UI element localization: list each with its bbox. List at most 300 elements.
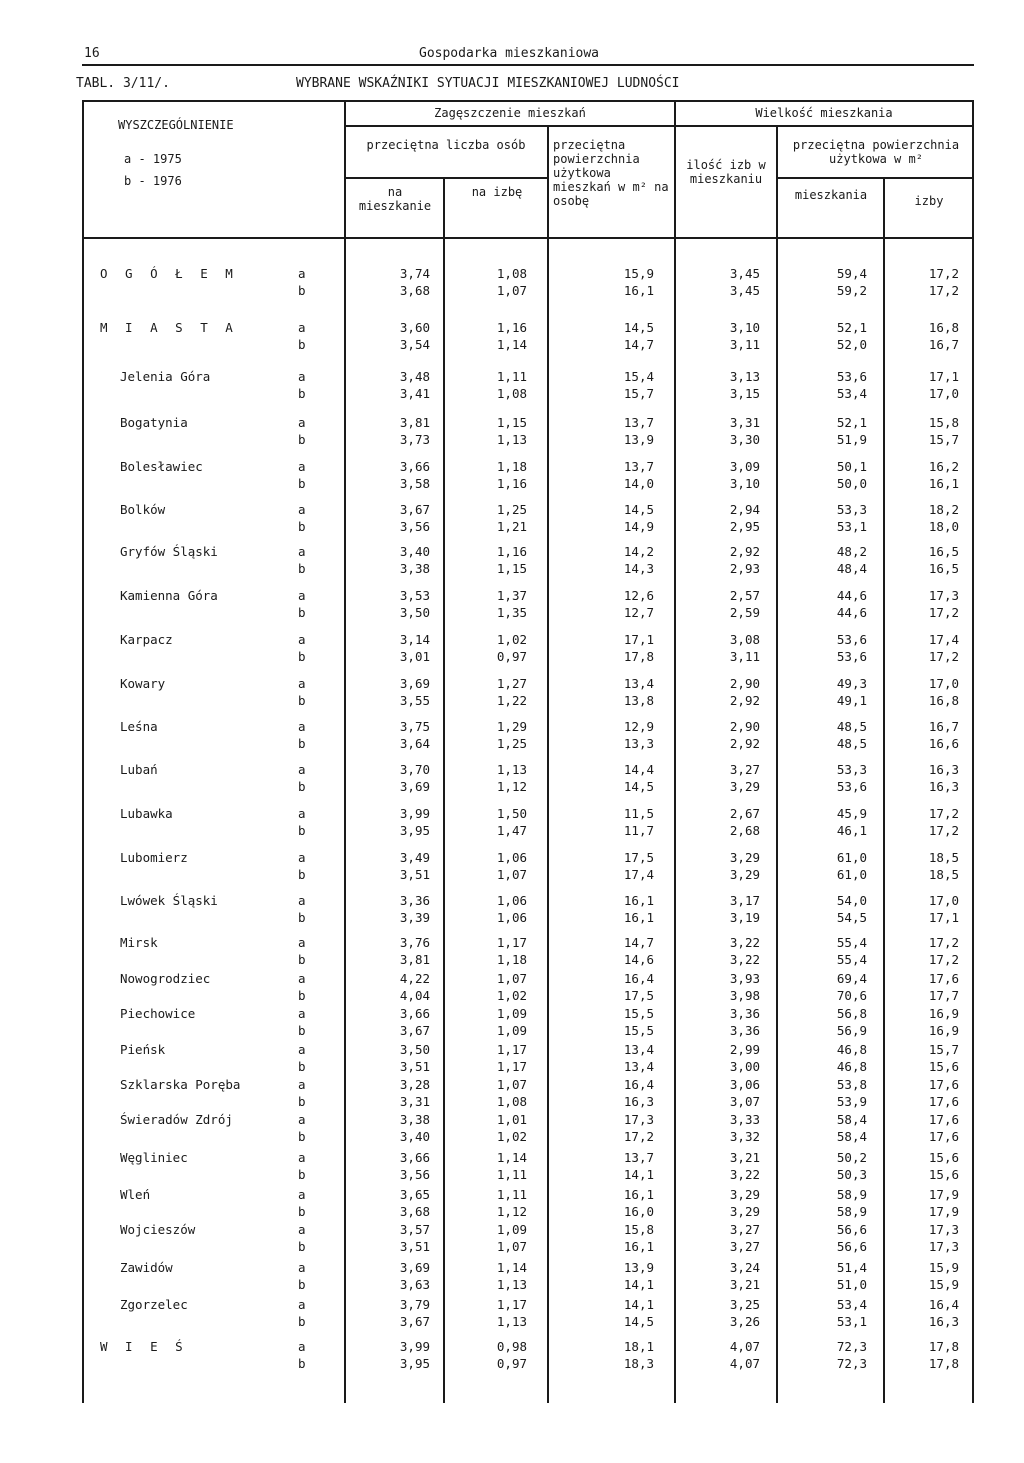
table-cell: 3,39 <box>399 910 430 925</box>
table-cell: 16,0 <box>623 1204 654 1219</box>
table-cell: 16,3 <box>928 779 959 794</box>
legend-b: b - 1976 <box>124 174 182 188</box>
table-cell: 17,3 <box>623 1112 654 1127</box>
table-cell: 16,3 <box>928 1314 959 1329</box>
table-cell: 1,25 <box>496 502 527 517</box>
row-label: Wojcieszów <box>120 1222 196 1237</box>
table-cell: 1,47 <box>496 823 527 838</box>
year-marker-a: a <box>298 1042 306 1057</box>
table-cell: 1,07 <box>496 1077 527 1092</box>
table-cell: 14,1 <box>623 1277 654 1292</box>
table-cell: 3,51 <box>399 1059 430 1074</box>
table-cell: 16,1 <box>623 893 654 908</box>
table-cell: 2,99 <box>729 1042 760 1057</box>
row-label: Karpacz <box>120 632 173 647</box>
table-cell: 3,79 <box>399 1297 430 1312</box>
table-cell: 3,29 <box>729 867 760 882</box>
table-cell: 3,31 <box>729 415 760 430</box>
stub-title: WYSZCZEGÓLNIENIE <box>118 118 234 132</box>
table-cell: 1,02 <box>496 988 527 1003</box>
table-cell: 3,06 <box>729 1077 760 1092</box>
table-cell: 15,4 <box>623 369 654 384</box>
rooms-header: ilość izb w mieszkaniu <box>686 158 766 186</box>
table-cell: 3,69 <box>399 1260 430 1275</box>
table-cell: 16,8 <box>928 320 959 335</box>
table-cell: 3,95 <box>399 823 430 838</box>
year-marker-a: a <box>298 935 306 950</box>
table-cell: 16,9 <box>928 1023 959 1038</box>
year-marker-a: a <box>298 971 306 986</box>
table-cell: 17,2 <box>928 605 959 620</box>
table-cell: 3,51 <box>399 867 430 882</box>
running-title: Gospodarka mieszkaniowa <box>419 46 600 61</box>
table-cell: 58,9 <box>836 1204 867 1219</box>
table-cell: 3,40 <box>399 1129 430 1144</box>
table-cell: 1,29 <box>496 719 527 734</box>
table-cell: 3,73 <box>399 432 430 447</box>
col-divider-6 <box>883 177 885 1403</box>
table-cell: 3,70 <box>399 762 430 777</box>
table-cell: 59,2 <box>836 283 867 298</box>
table-cell: 52,1 <box>836 320 867 335</box>
year-marker-a: a <box>298 676 306 691</box>
table-cell: 1,08 <box>496 1094 527 1109</box>
table-cell: 46,8 <box>836 1059 867 1074</box>
table-cell: 3,63 <box>399 1277 430 1292</box>
year-marker-a: a <box>298 1297 306 1312</box>
table-cell: 14,4 <box>623 762 654 777</box>
table-cell: 69,4 <box>836 971 867 986</box>
table-cell: 16,7 <box>928 337 959 352</box>
table-cell: 18,1 <box>623 1339 654 1354</box>
table-cell: 2,67 <box>729 806 760 821</box>
table-cell: 3,38 <box>399 561 430 576</box>
table-cell: 53,3 <box>836 502 867 517</box>
year-marker-a: a <box>298 719 306 734</box>
year-marker-a: a <box>298 320 306 335</box>
row-label: Piechowice <box>120 1006 196 1021</box>
table-cell: 14,5 <box>623 320 654 335</box>
table-cell: 53,1 <box>836 519 867 534</box>
year-marker-a: a <box>298 806 306 821</box>
table-cell: 3,29 <box>729 850 760 865</box>
table-cell: 3,45 <box>729 283 760 298</box>
per-room-header: na izbę <box>471 185 523 199</box>
table-cell: 3,27 <box>729 1239 760 1254</box>
year-marker-a: a <box>298 588 306 603</box>
table-cell: 17,7 <box>928 988 959 1003</box>
year-marker-b: b <box>298 1167 306 1182</box>
table-cell: 3,99 <box>399 1339 430 1354</box>
legend-a: a - 1975 <box>124 152 182 166</box>
table-cell: 13,3 <box>623 736 654 751</box>
year-marker-b: b <box>298 693 306 708</box>
table-cell: 13,8 <box>623 693 654 708</box>
table-cell: 1,18 <box>496 952 527 967</box>
row-label: Lwówek Śląski <box>120 893 218 908</box>
table-cell: 1,11 <box>496 369 527 384</box>
table-cell: 1,21 <box>496 519 527 534</box>
table-number: TABL. 3/11/. <box>76 76 170 91</box>
table-cell: 3,67 <box>399 1314 430 1329</box>
table-cell: 3,76 <box>399 935 430 950</box>
area-room-header: izby <box>914 194 944 208</box>
group-rule <box>344 125 974 127</box>
table-cell: 17,8 <box>623 649 654 664</box>
table-cell: 15,5 <box>623 1006 654 1021</box>
table-cell: 3,57 <box>399 1222 430 1237</box>
table-cell: 1,27 <box>496 676 527 691</box>
year-marker-b: b <box>298 988 306 1003</box>
table-cell: 3,68 <box>399 1204 430 1219</box>
table-cell: 3,74 <box>399 266 430 281</box>
avg-area-header: przeciętna powierzchnia użytkowa w m² <box>792 138 960 166</box>
table-cell: 13,9 <box>623 432 654 447</box>
table-cell: 1,50 <box>496 806 527 821</box>
table-cell: 17,6 <box>928 971 959 986</box>
table-cell: 17,1 <box>928 369 959 384</box>
row-label: O G Ó Ł E M <box>100 266 238 281</box>
table-cell: 3,66 <box>399 1006 430 1021</box>
table-cell: 3,69 <box>399 779 430 794</box>
table-cell: 3,48 <box>399 369 430 384</box>
col-divider-5 <box>776 125 778 1403</box>
area-per-person-header: przeciętna powierzchnia użytkowa mieszkań w m² na osobę <box>553 138 669 208</box>
table-cell: 3,22 <box>729 935 760 950</box>
table-cell: 14,5 <box>623 779 654 794</box>
table-cell: 14,7 <box>623 337 654 352</box>
table-cell: 1,22 <box>496 693 527 708</box>
top-rule <box>82 64 974 66</box>
table-cell: 18,2 <box>928 502 959 517</box>
table-cell: 3,29 <box>729 1204 760 1219</box>
table-cell: 3,31 <box>399 1094 430 1109</box>
table-cell: 13,4 <box>623 676 654 691</box>
year-marker-a: a <box>298 1150 306 1165</box>
table-cell: 13,7 <box>623 459 654 474</box>
year-marker-b: b <box>298 386 306 401</box>
row-label: Wleń <box>120 1187 151 1202</box>
table-cell: 4,07 <box>729 1339 760 1354</box>
table-cell: 50,1 <box>836 459 867 474</box>
year-marker-a: a <box>298 266 306 281</box>
year-marker-b: b <box>298 519 306 534</box>
table-cell: 1,02 <box>496 632 527 647</box>
table-cell: 3,99 <box>399 806 430 821</box>
table-cell: 17,9 <box>928 1204 959 1219</box>
table-cell: 15,8 <box>623 1222 654 1237</box>
area-rule <box>776 177 974 179</box>
row-label: Gryfów Śląski <box>120 544 218 559</box>
year-marker-a: a <box>298 459 306 474</box>
table-cell: 3,60 <box>399 320 430 335</box>
table-cell: 17,2 <box>928 935 959 950</box>
table-cell: 3,41 <box>399 386 430 401</box>
row-label: Pieńsk <box>120 1042 166 1057</box>
table-cell: 50,3 <box>836 1167 867 1182</box>
table-cell: 3,27 <box>729 762 760 777</box>
table-cell: 17,0 <box>928 386 959 401</box>
year-marker-b: b <box>298 1239 306 1254</box>
table-cell: 3,29 <box>729 1187 760 1202</box>
table-cell: 16,4 <box>928 1297 959 1312</box>
table-cell: 3,66 <box>399 459 430 474</box>
table-cell: 16,1 <box>928 476 959 491</box>
table-cell: 3,14 <box>399 632 430 647</box>
row-label: Zgorzelec <box>120 1297 188 1312</box>
row-label: M I A S T A <box>100 320 238 335</box>
table-cell: 1,02 <box>496 1129 527 1144</box>
table-cell: 3,09 <box>729 459 760 474</box>
group-header-density: Zagęszczenie mieszkań <box>434 106 586 120</box>
table-cell: 3,69 <box>399 676 430 691</box>
table-cell: 56,9 <box>836 1023 867 1038</box>
table-cell: 11,7 <box>623 823 654 838</box>
table-cell: 48,5 <box>836 736 867 751</box>
table-cell: 50,2 <box>836 1150 867 1165</box>
table-cell: 56,8 <box>836 1006 867 1021</box>
frame-left <box>82 100 84 1403</box>
row-label: Bogatynia <box>120 415 188 430</box>
table-cell: 2,90 <box>729 676 760 691</box>
table-cell: 3,81 <box>399 415 430 430</box>
table-cell: 16,8 <box>928 693 959 708</box>
row-label: Szklarska Poręba <box>120 1077 241 1092</box>
table-cell: 3,15 <box>729 386 760 401</box>
year-marker-b: b <box>298 1094 306 1109</box>
year-marker-a: a <box>298 632 306 647</box>
frame-right <box>972 100 974 1403</box>
year-marker-b: b <box>298 736 306 751</box>
table-cell: 1,09 <box>496 1006 527 1021</box>
table-cell: 1,08 <box>496 266 527 281</box>
table-cell: 3,65 <box>399 1187 430 1202</box>
table-cell: 2,92 <box>729 693 760 708</box>
table-cell: 49,3 <box>836 676 867 691</box>
table-cell: 12,6 <box>623 588 654 603</box>
table-cell: 4,07 <box>729 1356 760 1371</box>
table-cell: 1,14 <box>496 337 527 352</box>
table-cell: 3,11 <box>729 337 760 352</box>
table-cell: 15,7 <box>623 386 654 401</box>
table-cell: 1,16 <box>496 476 527 491</box>
table-cell: 1,17 <box>496 1059 527 1074</box>
table-cell: 58,4 <box>836 1112 867 1127</box>
table-cell: 55,4 <box>836 952 867 967</box>
table-cell: 3,93 <box>729 971 760 986</box>
table-cell: 1,07 <box>496 971 527 986</box>
table-cell: 18,5 <box>928 867 959 882</box>
table-cell: 3,67 <box>399 502 430 517</box>
table-cell: 3,24 <box>729 1260 760 1275</box>
table-cell: 15,6 <box>928 1150 959 1165</box>
table-cell: 15,9 <box>623 266 654 281</box>
table-cell: 1,13 <box>496 762 527 777</box>
table-cell: 14,1 <box>623 1297 654 1312</box>
table-cell: 56,6 <box>836 1222 867 1237</box>
row-label: Mirsk <box>120 935 158 950</box>
table-cell: 3,56 <box>399 519 430 534</box>
year-marker-a: a <box>298 1077 306 1092</box>
table-cell: 45,9 <box>836 806 867 821</box>
table-cell: 17,8 <box>928 1356 959 1371</box>
table-cell: 13,4 <box>623 1059 654 1074</box>
table-cell: 1,07 <box>496 283 527 298</box>
year-marker-a: a <box>298 1260 306 1275</box>
table-cell: 0,97 <box>496 649 527 664</box>
table-cell: 3,66 <box>399 1150 430 1165</box>
row-label: Lubań <box>120 762 158 777</box>
table-cell: 13,9 <box>623 1260 654 1275</box>
table-cell: 1,14 <box>496 1150 527 1165</box>
year-marker-a: a <box>298 1222 306 1237</box>
table-cell: 18,3 <box>623 1356 654 1371</box>
year-marker-b: b <box>298 337 306 352</box>
table-cell: 54,5 <box>836 910 867 925</box>
table-cell: 3,10 <box>729 476 760 491</box>
table-cell: 3,13 <box>729 369 760 384</box>
table-cell: 17,2 <box>928 952 959 967</box>
table-cell: 3,11 <box>729 649 760 664</box>
table-cell: 3,45 <box>729 266 760 281</box>
table-cell: 11,5 <box>623 806 654 821</box>
row-label: Kamienna Góra <box>120 588 218 603</box>
table-cell: 17,0 <box>928 893 959 908</box>
table-cell: 54,0 <box>836 893 867 908</box>
table-cell: 4,22 <box>399 971 430 986</box>
table-cell: 2,92 <box>729 736 760 751</box>
table-cell: 17,6 <box>928 1129 959 1144</box>
year-marker-a: a <box>298 1339 306 1354</box>
col-divider-1 <box>344 100 346 1403</box>
table-cell: 51,9 <box>836 432 867 447</box>
table-cell: 13,7 <box>623 1150 654 1165</box>
table-cell: 3,64 <box>399 736 430 751</box>
table-cell: 17,4 <box>928 632 959 647</box>
row-label: Zawidów <box>120 1260 173 1275</box>
table-cell: 14,6 <box>623 952 654 967</box>
table-cell: 59,4 <box>836 266 867 281</box>
table-cell: 1,06 <box>496 910 527 925</box>
year-marker-b: b <box>298 649 306 664</box>
row-label: Leśna <box>120 719 158 734</box>
table-cell: 70,6 <box>836 988 867 1003</box>
table-cell: 44,6 <box>836 605 867 620</box>
row-label: Jelenia Góra <box>120 369 211 384</box>
table-cell: 14,0 <box>623 476 654 491</box>
table-cell: 52,1 <box>836 415 867 430</box>
table-cell: 14,2 <box>623 544 654 559</box>
col-divider-4 <box>674 100 676 1403</box>
table-cell: 3,19 <box>729 910 760 925</box>
table-cell: 17,9 <box>928 1187 959 1202</box>
table-cell: 14,1 <box>623 1167 654 1182</box>
table-cell: 17,4 <box>623 867 654 882</box>
table-cell: 53,4 <box>836 1297 867 1312</box>
table-cell: 17,5 <box>623 988 654 1003</box>
table-cell: 48,2 <box>836 544 867 559</box>
table-cell: 46,1 <box>836 823 867 838</box>
table-cell: 2,57 <box>729 588 760 603</box>
year-marker-a: a <box>298 1187 306 1202</box>
table-cell: 72,3 <box>836 1339 867 1354</box>
table-cell: 1,13 <box>496 1277 527 1292</box>
table-cell: 52,0 <box>836 337 867 352</box>
table-cell: 53,6 <box>836 779 867 794</box>
table-cell: 58,4 <box>836 1129 867 1144</box>
table-cell: 3,36 <box>729 1006 760 1021</box>
table-cell: 18,5 <box>928 850 959 865</box>
table-cell: 17,2 <box>623 1129 654 1144</box>
col-divider-3 <box>547 125 549 1403</box>
table-cell: 3,28 <box>399 1077 430 1092</box>
table-cell: 17,2 <box>928 266 959 281</box>
table-cell: 3,10 <box>729 320 760 335</box>
table-cell: 15,9 <box>928 1260 959 1275</box>
table-cell: 16,5 <box>928 544 959 559</box>
group-header-size: Wielkość mieszkania <box>755 106 893 120</box>
table-cell: 3,56 <box>399 1167 430 1182</box>
row-label: Bolków <box>120 502 166 517</box>
year-marker-b: b <box>298 823 306 838</box>
table-cell: 3,30 <box>729 432 760 447</box>
table-cell: 3,38 <box>399 1112 430 1127</box>
table-cell: 16,6 <box>928 736 959 751</box>
table-cell: 16,4 <box>623 971 654 986</box>
year-marker-b: b <box>298 779 306 794</box>
year-marker-b: b <box>298 952 306 967</box>
table-cell: 3,68 <box>399 283 430 298</box>
table-cell: 3,21 <box>729 1277 760 1292</box>
table-cell: 16,9 <box>928 1006 959 1021</box>
persons-rule <box>344 177 547 179</box>
year-marker-b: b <box>298 1023 306 1038</box>
table-cell: 1,16 <box>496 320 527 335</box>
table-cell: 1,16 <box>496 544 527 559</box>
row-label: Lubomierz <box>120 850 188 865</box>
table-cell: 53,1 <box>836 1314 867 1329</box>
table-cell: 44,6 <box>836 588 867 603</box>
table-cell: 53,6 <box>836 369 867 384</box>
table-cell: 17,6 <box>928 1094 959 1109</box>
year-marker-b: b <box>298 605 306 620</box>
table-cell: 17,6 <box>928 1077 959 1092</box>
table-cell: 15,7 <box>928 1042 959 1057</box>
table-cell: 3,32 <box>729 1129 760 1144</box>
table-cell: 16,2 <box>928 459 959 474</box>
table-cell: 1,06 <box>496 893 527 908</box>
table-cell: 16,1 <box>623 1187 654 1202</box>
table-cell: 3,95 <box>399 1356 430 1371</box>
row-label: Węgliniec <box>120 1150 188 1165</box>
table-cell: 61,0 <box>836 867 867 882</box>
table-cell: 3,27 <box>729 1222 760 1237</box>
table-cell: 3,53 <box>399 588 430 603</box>
table-cell: 1,17 <box>496 1042 527 1057</box>
table-cell: 16,4 <box>623 1077 654 1092</box>
table-cell: 14,9 <box>623 519 654 534</box>
year-marker-b: b <box>298 1277 306 1292</box>
year-marker-b: b <box>298 561 306 576</box>
area-dwelling-header: mieszkania <box>794 188 868 202</box>
table-cell: 17,6 <box>928 1112 959 1127</box>
table-cell: 3,22 <box>729 952 760 967</box>
table-cell: 3,67 <box>399 1023 430 1038</box>
table-cell: 1,18 <box>496 459 527 474</box>
row-label: Lubawka <box>120 806 173 821</box>
table-cell: 72,3 <box>836 1356 867 1371</box>
year-marker-a: a <box>298 762 306 777</box>
